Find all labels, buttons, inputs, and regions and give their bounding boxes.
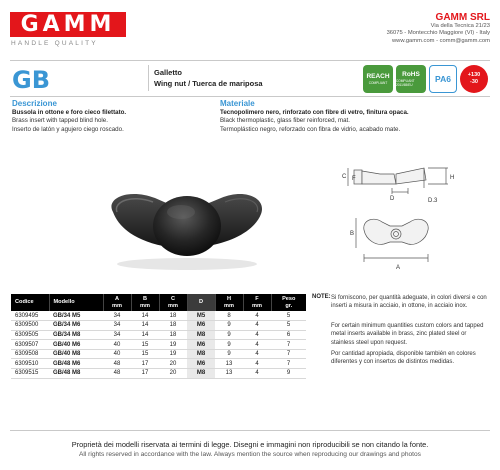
table-row <box>11 330 306 340</box>
rohs-label: RoHS <box>402 71 420 78</box>
cell-h: 8 <box>215 311 243 321</box>
cell-codice: 6309515 <box>11 369 49 379</box>
descrizione-text <box>12 109 212 134</box>
footer-copyright-en: All rights reserved in accordance with the law. Always mention the source when reproducing our drawings and photos <box>79 451 421 458</box>
table-row <box>11 311 306 321</box>
materiale-text <box>220 109 490 134</box>
header-f: F mm <box>243 294 271 311</box>
cell-modello: GB/40 M8 <box>49 349 103 359</box>
cell-modello: GB/34 M5 <box>49 311 103 321</box>
cell-d: M8 <box>187 349 215 359</box>
dim-label-c: C <box>342 174 347 180</box>
descrizione-title: Descrizione <box>12 99 57 108</box>
header-divider <box>10 60 490 61</box>
cell-b: 17 <box>131 359 159 369</box>
gamm-logo <box>10 12 126 37</box>
company-name: GAMM SRL <box>435 12 490 23</box>
cell-peso: 7 <box>271 359 306 369</box>
cell-b: 14 <box>131 311 159 321</box>
dim-label-a: A <box>396 265 401 271</box>
cell-codice: 6309510 <box>11 359 49 369</box>
dim-label-d: D <box>390 196 395 202</box>
cell-codice: 6309508 <box>11 349 49 359</box>
cell-a: 34 <box>103 321 131 331</box>
footer-copyright-it: Proprietà dei modelli riservata ai termini di legge. Disegni e immagini non riproducibili se non citando la fonte. <box>71 440 429 449</box>
cell-modello: GB/40 M6 <box>49 340 103 350</box>
material-badge: PA6 <box>429 65 457 93</box>
rohs-sub: COMPLIANT 2011/65/EU <box>396 79 415 87</box>
header-h: H mm <box>215 294 243 311</box>
cell-d: M6 <box>187 321 215 331</box>
table-header-row <box>11 294 306 311</box>
cell-b: 17 <box>131 369 159 379</box>
cell-c: 18 <box>159 330 187 340</box>
cell-d: M8 <box>187 330 215 340</box>
logo-text: GAMM <box>20 12 116 37</box>
table-row <box>11 359 306 369</box>
product-name <box>154 67 263 89</box>
dim-label-d3: D.3 <box>428 198 438 204</box>
reach-label: REACH <box>366 73 390 80</box>
cell-codice: 6309500 <box>11 321 49 331</box>
descrizione-it: Bussola in ottone e foro cieco filettato. <box>12 109 127 116</box>
header-a: A mm <box>103 294 131 311</box>
reach-badge <box>363 65 393 93</box>
cell-d: M5 <box>187 311 215 321</box>
dimensions-table <box>11 294 306 379</box>
dim-label-h: H <box>450 175 455 181</box>
cell-c: 19 <box>159 340 187 350</box>
table-row <box>11 340 306 350</box>
cell-c: 18 <box>159 321 187 331</box>
product-name-it: Galletto <box>154 68 182 77</box>
cell-a: 40 <box>103 340 131 350</box>
cell-a: 40 <box>103 349 131 359</box>
company-city: 36075 - Montecchio Maggiore (VI) - Italy <box>386 30 490 37</box>
company-web: www.gamm.com - comm@gamm.com <box>391 37 490 44</box>
cell-peso: 9 <box>271 369 306 379</box>
cell-c: 20 <box>159 359 187 369</box>
cell-d: M6 <box>187 359 215 369</box>
cell-peso: 5 <box>271 311 306 321</box>
company-info <box>387 12 490 45</box>
cell-f: 4 <box>243 311 271 321</box>
cell-f: 4 <box>243 349 271 359</box>
cell-f: 4 <box>243 321 271 331</box>
dim-label-b: B <box>350 231 355 237</box>
header-peso: Peso gr. <box>271 294 306 311</box>
cell-h: 9 <box>215 330 243 340</box>
materiale-en: Black thermoplastic, glass fiber reinforced, mat. <box>220 117 350 125</box>
title-divider <box>148 65 149 91</box>
cell-f: 4 <box>243 330 271 340</box>
cell-peso: 5 <box>271 321 306 331</box>
note-it: Si forniscono, per quantità adeguate, in colori diversi e con inserti a misura in acciaio, in ottone, in acciaio inox. <box>331 295 487 310</box>
dim-label-f: F <box>352 176 356 182</box>
header-modello: Modello <box>49 294 103 311</box>
notes-label: NOTE: <box>312 294 331 300</box>
cell-f: 4 <box>243 340 271 350</box>
descrizione-es: Inserto de latón y agujero ciego roscado. <box>12 125 124 133</box>
table-row <box>11 349 306 359</box>
cell-modello: GB/48 M8 <box>49 369 103 379</box>
note-es: Por cantidad apropiada, disponible también en colores diferentes y con insertos de distintos medidas. <box>331 351 476 366</box>
cell-peso: 7 <box>271 349 306 359</box>
product-code: GB <box>12 66 50 94</box>
materiale-es: Termoplástico negro, reforzado con fibra de vidrio, acabado mate. <box>220 125 401 133</box>
cell-b: 15 <box>131 340 159 350</box>
materiale-it: Tecnopolimero nero, rinforzato con fibre di vetro, finitura opaca. <box>220 109 409 116</box>
cell-f: 4 <box>243 359 271 369</box>
cell-peso: 7 <box>271 340 306 350</box>
certification-badges <box>363 65 488 93</box>
product-name-en-es: Wing nut / Tuerca de mariposa <box>154 79 263 88</box>
cell-b: 14 <box>131 321 159 331</box>
cell-a: 34 <box>103 311 131 321</box>
header-c: C mm <box>159 294 187 311</box>
cell-a: 48 <box>103 359 131 369</box>
wing-nut-photo <box>95 168 275 273</box>
cell-c: 18 <box>159 311 187 321</box>
cell-modello: GB/34 M6 <box>49 321 103 331</box>
cell-a: 48 <box>103 369 131 379</box>
reach-sub: COMPLIANT <box>368 81 388 85</box>
temperature-badge <box>460 65 488 93</box>
temp-min: -30 <box>470 79 478 85</box>
header-b: B mm <box>131 294 159 311</box>
descrizione-en: Brass insert with tapped blind hole. <box>12 117 108 125</box>
note-en: For certain minimum quantities custom colors and tapped metal inserts available in brass, zinc plated steel or stainless steel upon request. <box>331 323 484 346</box>
cell-h: 9 <box>215 349 243 359</box>
materiale-title: Materiale <box>220 99 255 108</box>
cell-codice: 6309495 <box>11 311 49 321</box>
footer-divider <box>10 430 490 431</box>
cell-codice: 6309507 <box>11 340 49 350</box>
cell-d: M6 <box>187 340 215 350</box>
cell-f: 4 <box>243 369 271 379</box>
table-row <box>11 369 306 379</box>
cell-h: 13 <box>215 369 243 379</box>
title-divider-bottom <box>10 96 490 97</box>
cell-peso: 6 <box>271 330 306 340</box>
cell-codice: 6309505 <box>11 330 49 340</box>
rohs-badge <box>396 65 426 93</box>
header-d: D <box>187 294 215 311</box>
temp-max: +130 <box>467 72 481 78</box>
cell-h: 9 <box>215 340 243 350</box>
cell-c: 19 <box>159 349 187 359</box>
cell-modello: GB/34 M8 <box>49 330 103 340</box>
cell-h: 13 <box>215 359 243 369</box>
technical-drawing <box>328 158 488 278</box>
cell-a: 34 <box>103 330 131 340</box>
company-address: Via della Tecnica 21/23 <box>430 23 490 29</box>
header-codice: Codice <box>11 294 49 311</box>
cell-b: 15 <box>131 349 159 359</box>
logo-tagline: HANDLE QUALITY <box>11 40 98 47</box>
cell-h: 9 <box>215 321 243 331</box>
cell-c: 20 <box>159 369 187 379</box>
cell-modello: GB/48 M6 <box>49 359 103 369</box>
cell-b: 14 <box>131 330 159 340</box>
cell-d: M8 <box>187 369 215 379</box>
table-row <box>11 321 306 331</box>
